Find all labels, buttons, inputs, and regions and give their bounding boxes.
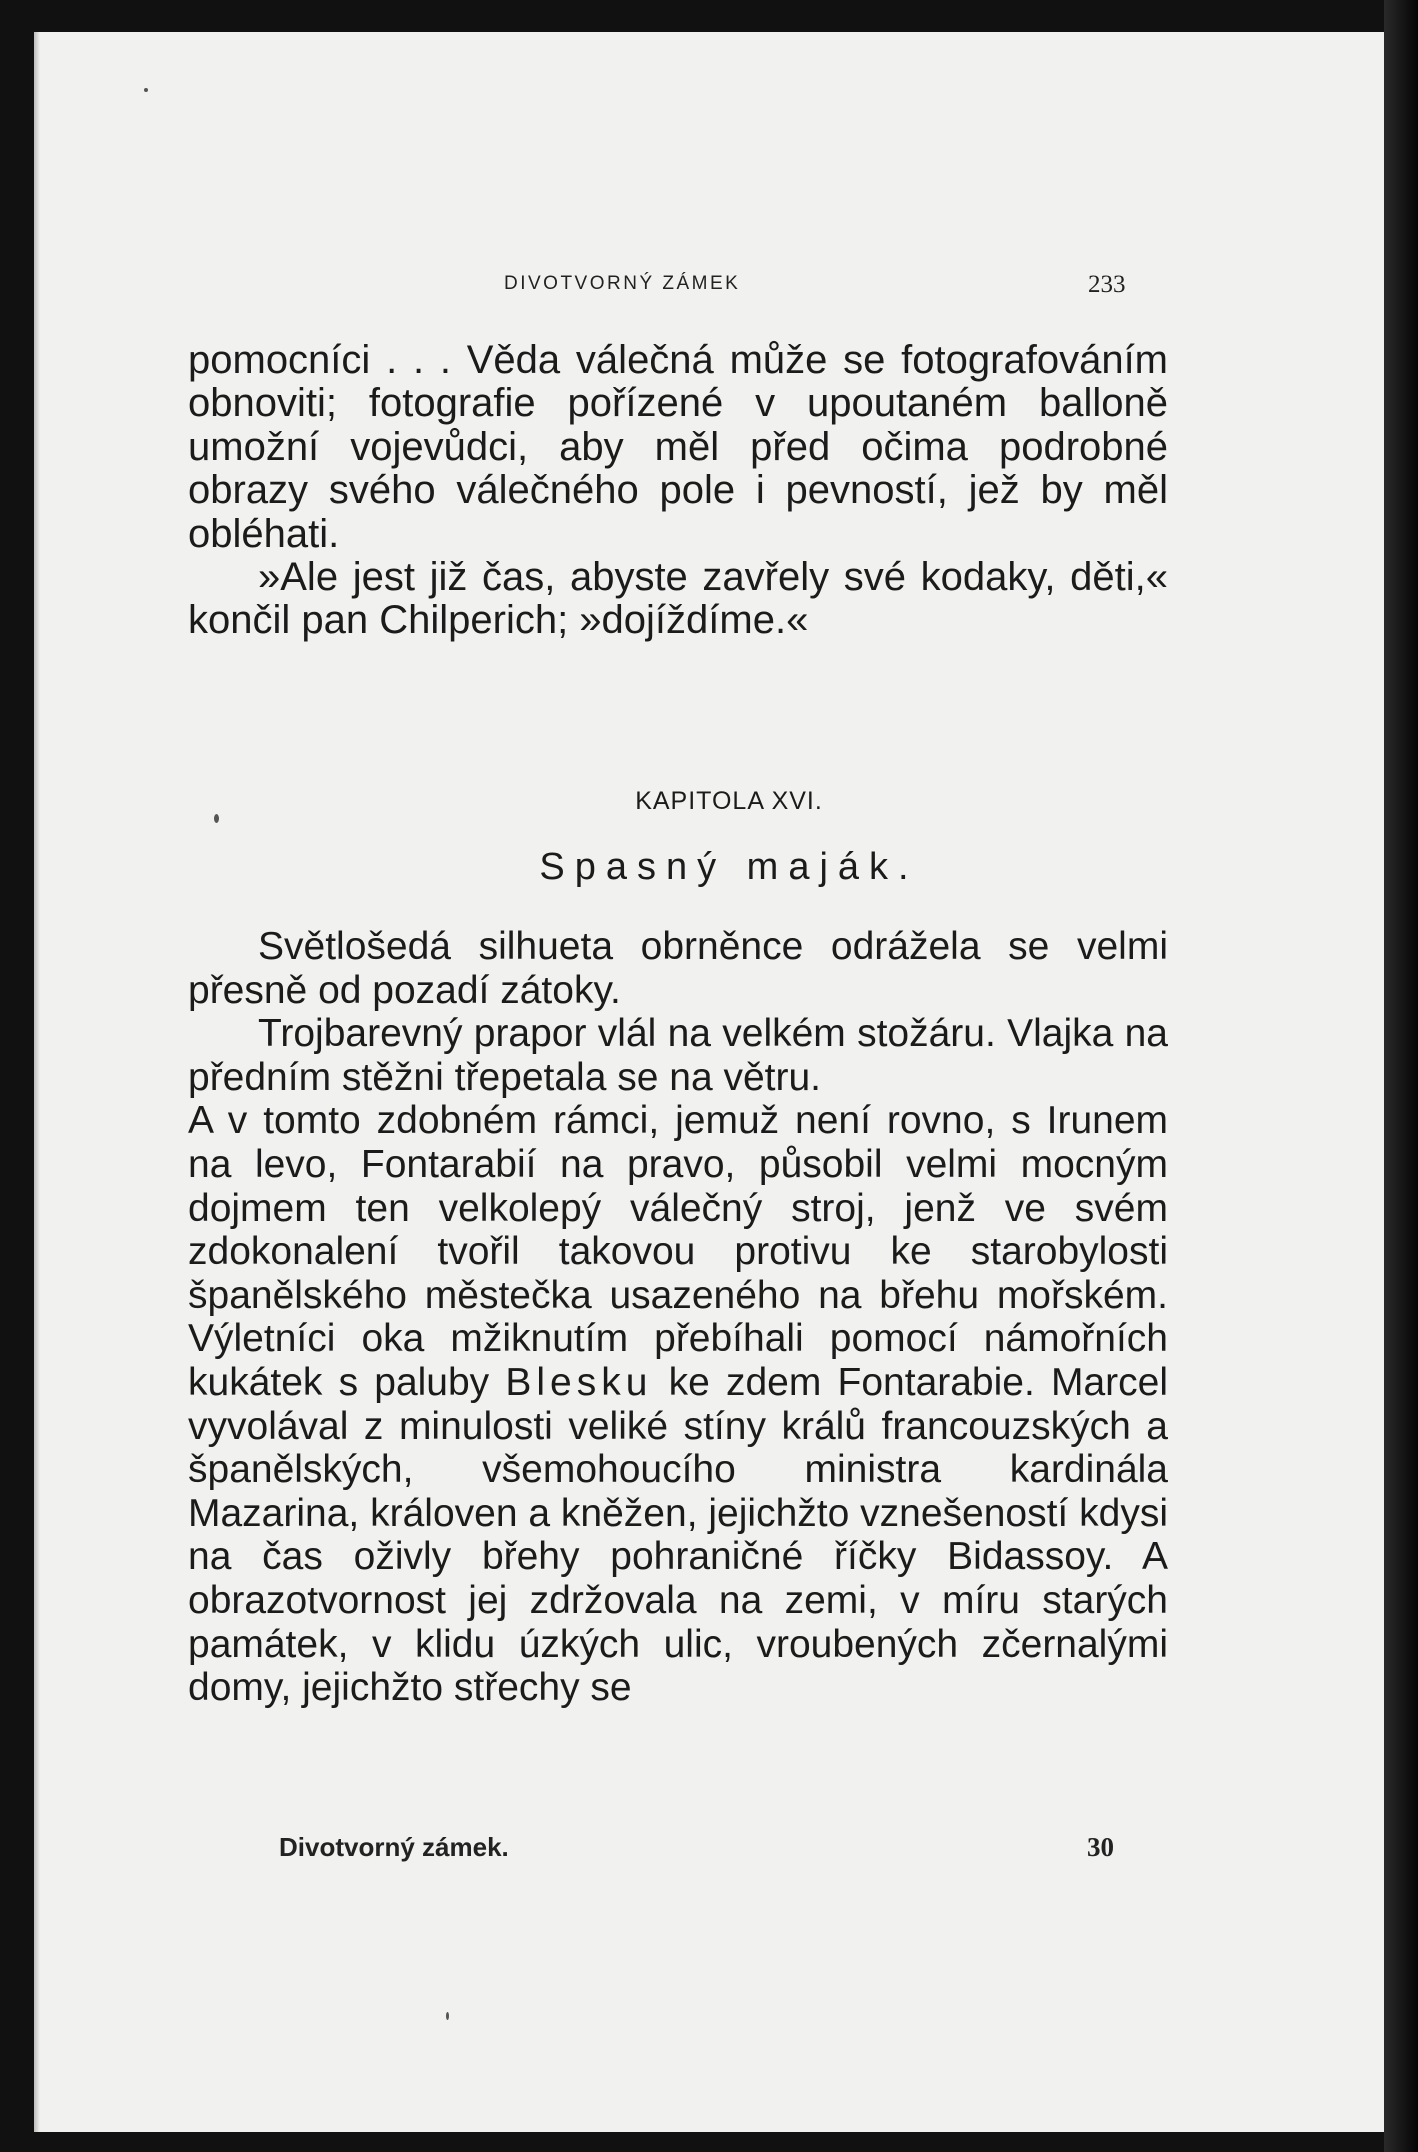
page-edge-shadow	[1384, 0, 1418, 2152]
chapter-title-text: Spasný maják.	[539, 846, 919, 888]
section-2-text	[188, 925, 1168, 1710]
paragraph: »Ale jest již čas, abyste zavřely své kodaky, děti,« končil pan Chilperich; »dojíždíme.«	[188, 555, 1168, 643]
page-sheet	[34, 32, 1384, 2132]
paragraph-part: ke zdem Fontarabie. Marcel vyvolával z minulosti veliké stíny králů francouzských a španělských, všemohoucího ministra kardinála Mazarina, královen a kněžen, jejichžto vznešeností kdysi na čas oživly břehy pohraničné říčky Bidassoy. A obrazotvornost jej zdržovala na zemi, v míru starých památek, v klidu úzkých ulic, vroubených zčernalými domy, jejichžto střechy se	[188, 1360, 1169, 1710]
paragraph	[188, 1099, 1168, 1709]
running-head-title: DIVOTVORNÝ ZÁMEK	[504, 273, 741, 294]
ship-name: Blesku	[505, 1360, 653, 1404]
signature-number: 30	[1087, 1832, 1114, 1862]
ink-speck	[144, 88, 148, 92]
paragraph: pomocníci . . . Věda válečná může se fotografováním obnoviti; fotografie pořízené v upoutaném balloně umožní vojevůdci, aby měl před očima podrobné obrazy svého válečného pole i pevností, jež by měl obléhati.	[188, 338, 1168, 556]
chapter-label	[34, 787, 1384, 816]
running-head	[34, 237, 1384, 298]
paragraph-part: A v tomto zdobném rámci, jemuž není rovno, s Irunem na levo, Fontarabií na pravo, působil velmi mocným dojmem ten velkolepý válečný stroj, jenž ve svém zdokonalení tvořil takovou protivu ke starobylosti španělského městečka usazeného na břehu mořském. Výletníci oka mžiknutím přebíhali pomocí námořních kukátek s paluby	[188, 1099, 1168, 1404]
ink-speck	[446, 2012, 449, 2020]
page-number: 233	[1088, 271, 1126, 298]
paragraph: Trojbarevný prapor vlál na velkém stožáru. Vlajka na předním stěžni třepetala se na větru.	[188, 1012, 1168, 1099]
ink-speck	[214, 814, 219, 823]
chapter-label-text: KAPITOLA XVI.	[635, 787, 823, 815]
signature-title: Divotvorný zámek.	[279, 1832, 509, 1862]
chapter-title	[34, 846, 1384, 889]
section-1-text	[188, 339, 1168, 643]
paragraph: Světlošedá silhueta obrněnce odrážela se velmi přesně od pozadí zátoky.	[188, 925, 1168, 1012]
